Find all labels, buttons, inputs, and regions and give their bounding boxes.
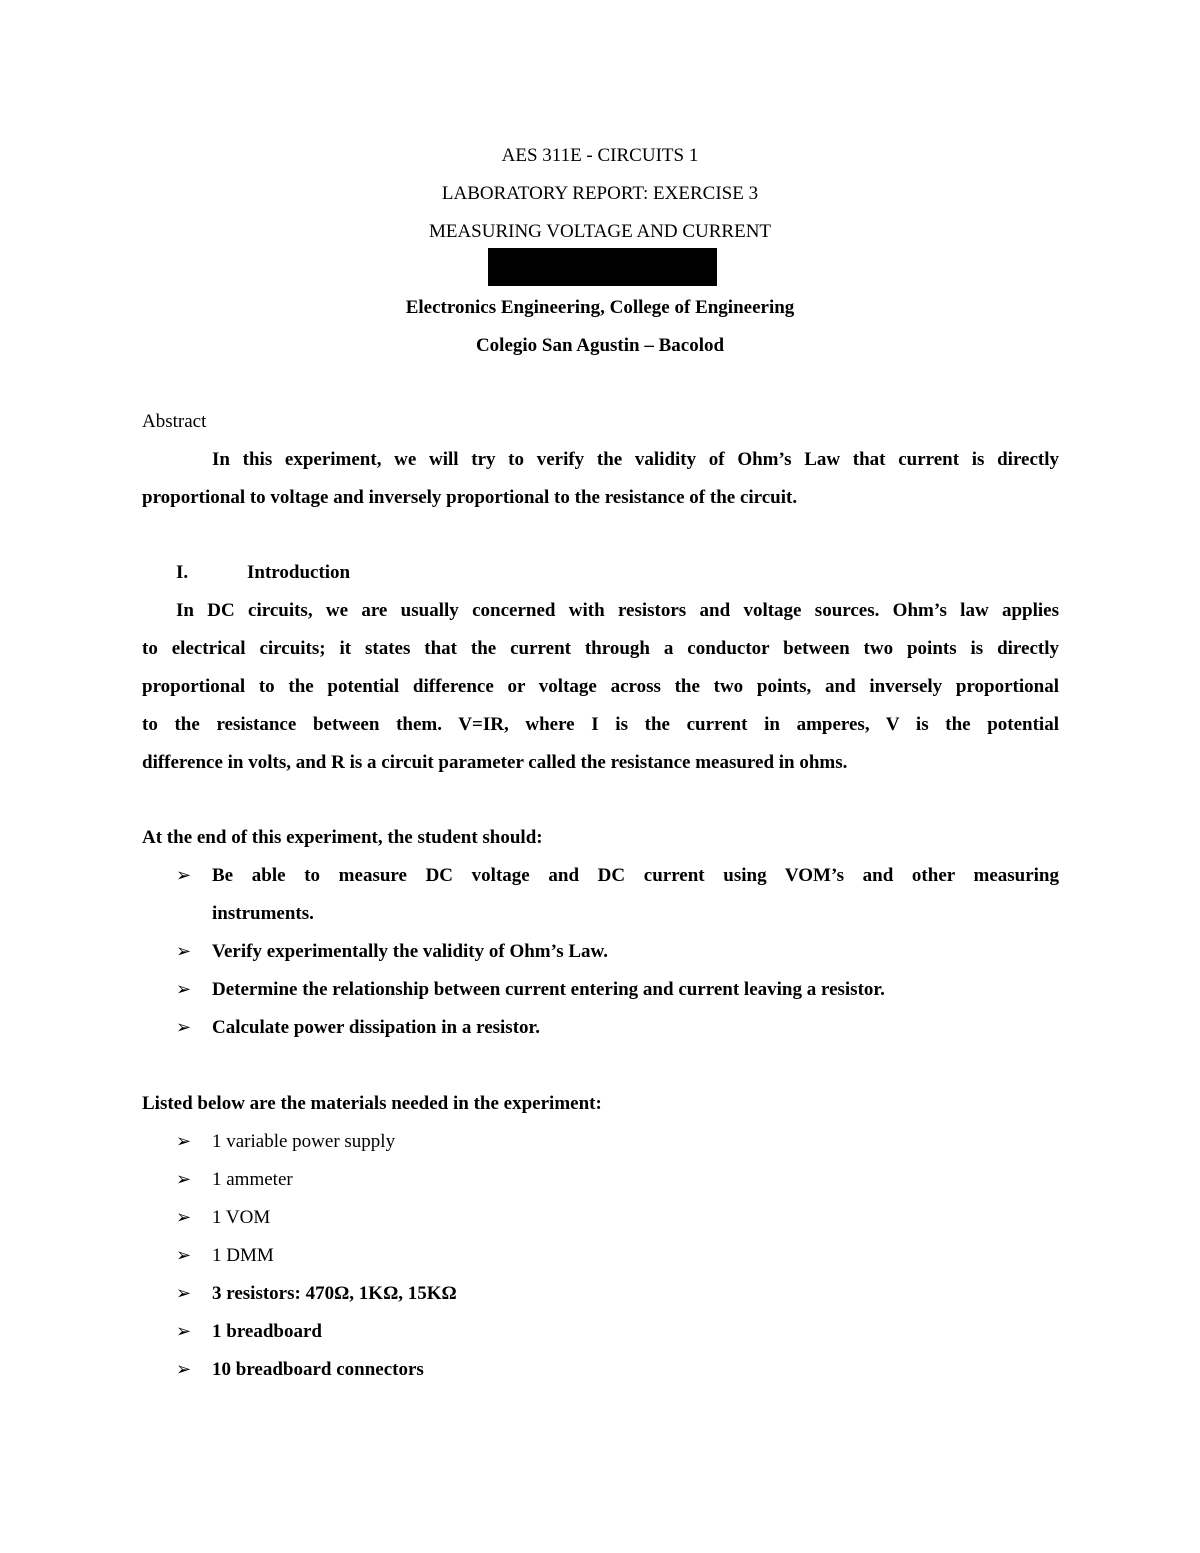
objective-item-4: Calculate power dissipation in a resistor. <box>212 1017 540 1038</box>
material-item-2: 1 ammeter <box>212 1169 293 1190</box>
department-line: Electronics Engineering, College of Engineering <box>405 297 795 318</box>
abstract-line-1: In this experiment, we will try to verify the validity of Ohm’s Law that current is directly <box>212 449 1059 470</box>
objective-item-1: Be able to measure DC voltage and DC current using VOM’s and other measuring <box>212 865 1059 886</box>
objective-item-3: Determine the relationship between current entering and current leaving a resistor. <box>212 979 885 1000</box>
introduction-number: I. <box>176 562 189 583</box>
report-title: LABORATORY REPORT: EXERCISE 3 <box>441 183 759 204</box>
material-item-7: 10 breadboard connectors <box>212 1359 424 1380</box>
intro-line-4: to the resistance between them. V=IR, where I is the current in amperes, V is the potential <box>142 714 1059 735</box>
experiment-title: MEASURING VOLTAGE AND CURRENT <box>428 221 772 242</box>
materials-heading: Listed below are the materials needed in the experiment: <box>142 1093 602 1114</box>
material-item-6: 1 breadboard <box>212 1321 322 1342</box>
material-item-1: 1 variable power supply <box>212 1131 396 1152</box>
arrowhead-bullet-icon: ➢ <box>176 1283 192 1304</box>
arrowhead-bullet-icon: ➢ <box>176 979 192 1000</box>
objective-item-1-continued: instruments. <box>212 903 314 924</box>
redacted-author-block <box>488 248 717 286</box>
school-line: Colegio San Agustin – Bacolod <box>475 335 725 356</box>
arrowhead-bullet-icon: ➢ <box>176 865 192 886</box>
introduction-heading: Introduction <box>247 562 351 583</box>
arrowhead-bullet-icon: ➢ <box>176 1245 192 1266</box>
material-item-5: 3 resistors: 470Ω, 1KΩ, 15KΩ <box>212 1283 457 1304</box>
abstract-heading: Abstract <box>142 411 207 432</box>
arrowhead-bullet-icon: ➢ <box>176 1321 192 1342</box>
arrowhead-bullet-icon: ➢ <box>176 1131 192 1152</box>
material-item-3: 1 VOM <box>212 1207 271 1228</box>
objective-item-2: Verify experimentally the validity of Ohm’s Law. <box>212 941 608 962</box>
course-title: AES 311E - CIRCUITS 1 <box>501 145 699 166</box>
arrowhead-bullet-icon: ➢ <box>176 1017 192 1038</box>
abstract-line-2: proportional to voltage and inversely proportional to the resistance of the circuit. <box>142 487 798 508</box>
intro-line-5: difference in volts, and R is a circuit parameter called the resistance measured in ohms. <box>142 752 848 773</box>
material-item-4: 1 DMM <box>212 1245 274 1266</box>
arrowhead-bullet-icon: ➢ <box>176 1207 192 1228</box>
intro-line-2: to electrical circuits; it states that the current through a conductor between two points is directly <box>142 638 1059 659</box>
arrowhead-bullet-icon: ➢ <box>176 941 192 962</box>
intro-line-1: In DC circuits, we are usually concerned with resistors and voltage sources. Ohm’s law applies <box>176 600 1059 621</box>
intro-line-3: proportional to the potential difference or voltage across the two points, and inversely proportional <box>142 676 1059 697</box>
arrowhead-bullet-icon: ➢ <box>176 1169 192 1190</box>
arrowhead-bullet-icon: ➢ <box>176 1359 192 1380</box>
objectives-heading: At the end of this experiment, the student should: <box>142 827 543 848</box>
